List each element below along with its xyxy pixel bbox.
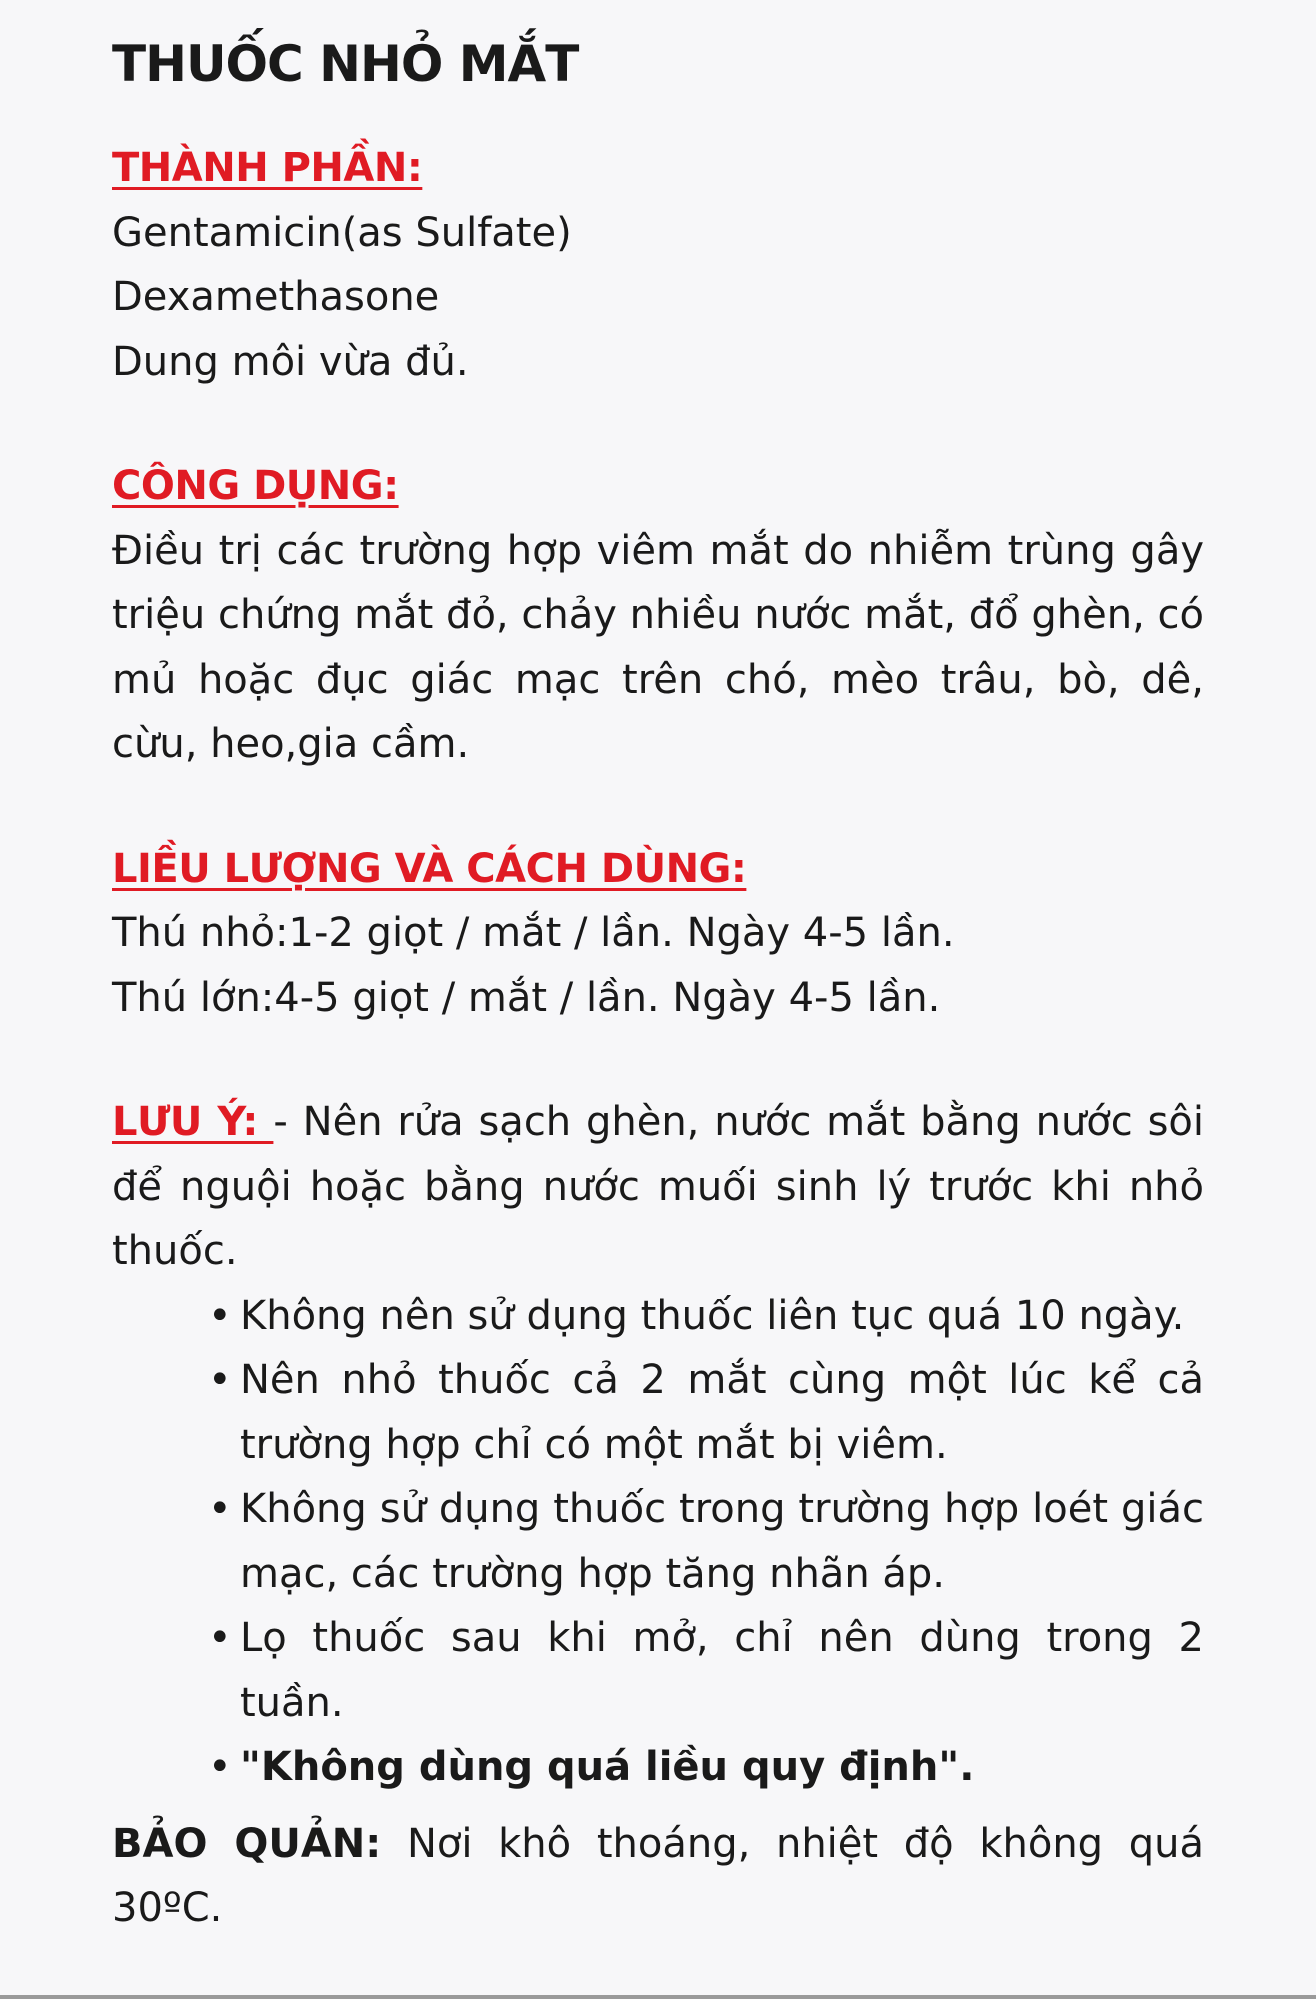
bullet-icon: •	[208, 1357, 232, 1403]
notes-list	[112, 1284, 1204, 1800]
list-item	[208, 1348, 1204, 1477]
storage-section	[112, 1812, 1204, 1941]
composition-section	[112, 136, 1204, 394]
list-item	[208, 1606, 1204, 1735]
composition-item: Gentamicin(as Sulfate)	[112, 209, 572, 256]
list-item	[208, 1284, 1204, 1349]
usage-heading: CÔNG DỤNG:	[112, 463, 399, 509]
composition-item: Dung môi vừa đủ.	[112, 338, 469, 385]
bullet-icon: •	[208, 1744, 232, 1790]
storage-label: BẢO QUẢN:	[112, 1820, 382, 1867]
bullet-icon: •	[208, 1486, 232, 1532]
dosage-item-large-animal: Thú lớn:4-5 giọt / mắt / lần. Ngày 4-5 lần.	[112, 974, 941, 1021]
bottom-divider	[0, 1995, 1316, 1999]
note-text: Không sử dụng thuốc trong trường hợp loét giác mạc, các trường hợp tăng nhãn áp.	[240, 1486, 1204, 1597]
dosage-item-small-animal: Thú nhỏ:1-2 giọt / mắt / lần. Ngày 4-5 lần.	[112, 910, 955, 956]
page-title: THUỐC NHỎ MẮT	[112, 35, 579, 93]
note-text: Không nên sử dụng thuốc liên tục quá 10 ngày.	[240, 1292, 1185, 1339]
usage-text: Điều trị các trường hợp viêm mắt do nhiễm trùng gây triệu chứng mắt đỏ, chảy nhiều nước mắt, đổ ghèn, có mủ hoặc đục giác mạc trên chó, mèo trâu, bò, dê, cừu, heo,gia cầm.	[112, 527, 1204, 767]
notes-section	[112, 1090, 1204, 1800]
leaflet-page	[112, 0, 1204, 1941]
bullet-icon: •	[208, 1615, 232, 1661]
storage-text: Nơi khô thoáng, nhiệt độ không quá 30ºC.	[112, 1820, 1204, 1931]
list-item	[208, 1735, 1204, 1800]
usage-section	[112, 454, 1204, 777]
notes-heading: LƯU Ý:	[112, 1099, 274, 1145]
notes-intro: - Nên rửa sạch ghèn, nước mắt bằng nước sôi để nguội hoặc bằng nước muối sinh lý trước khi nhỏ thuốc.	[112, 1099, 1204, 1274]
composition-heading: THÀNH PHẦN:	[112, 145, 423, 191]
list-item	[208, 1477, 1204, 1606]
notes-intro-paragraph	[112, 1090, 1204, 1284]
note-text: Lọ thuốc sau khi mở, chỉ nên dùng trong 2 tuần.	[240, 1615, 1204, 1726]
composition-item: Dexamethasone	[112, 274, 440, 320]
emphasis-note: "Không dùng quá liều quy định".	[240, 1744, 975, 1790]
bullet-icon: •	[208, 1292, 232, 1339]
note-text: Nên nhỏ thuốc cả 2 mắt cùng một lúc kể cả trường hợp chỉ có một mắt bị viêm.	[240, 1357, 1204, 1468]
dosage-section	[112, 837, 1204, 1031]
dosage-heading: LIỀU LƯỢNG VÀ CÁCH DÙNG:	[112, 845, 747, 892]
